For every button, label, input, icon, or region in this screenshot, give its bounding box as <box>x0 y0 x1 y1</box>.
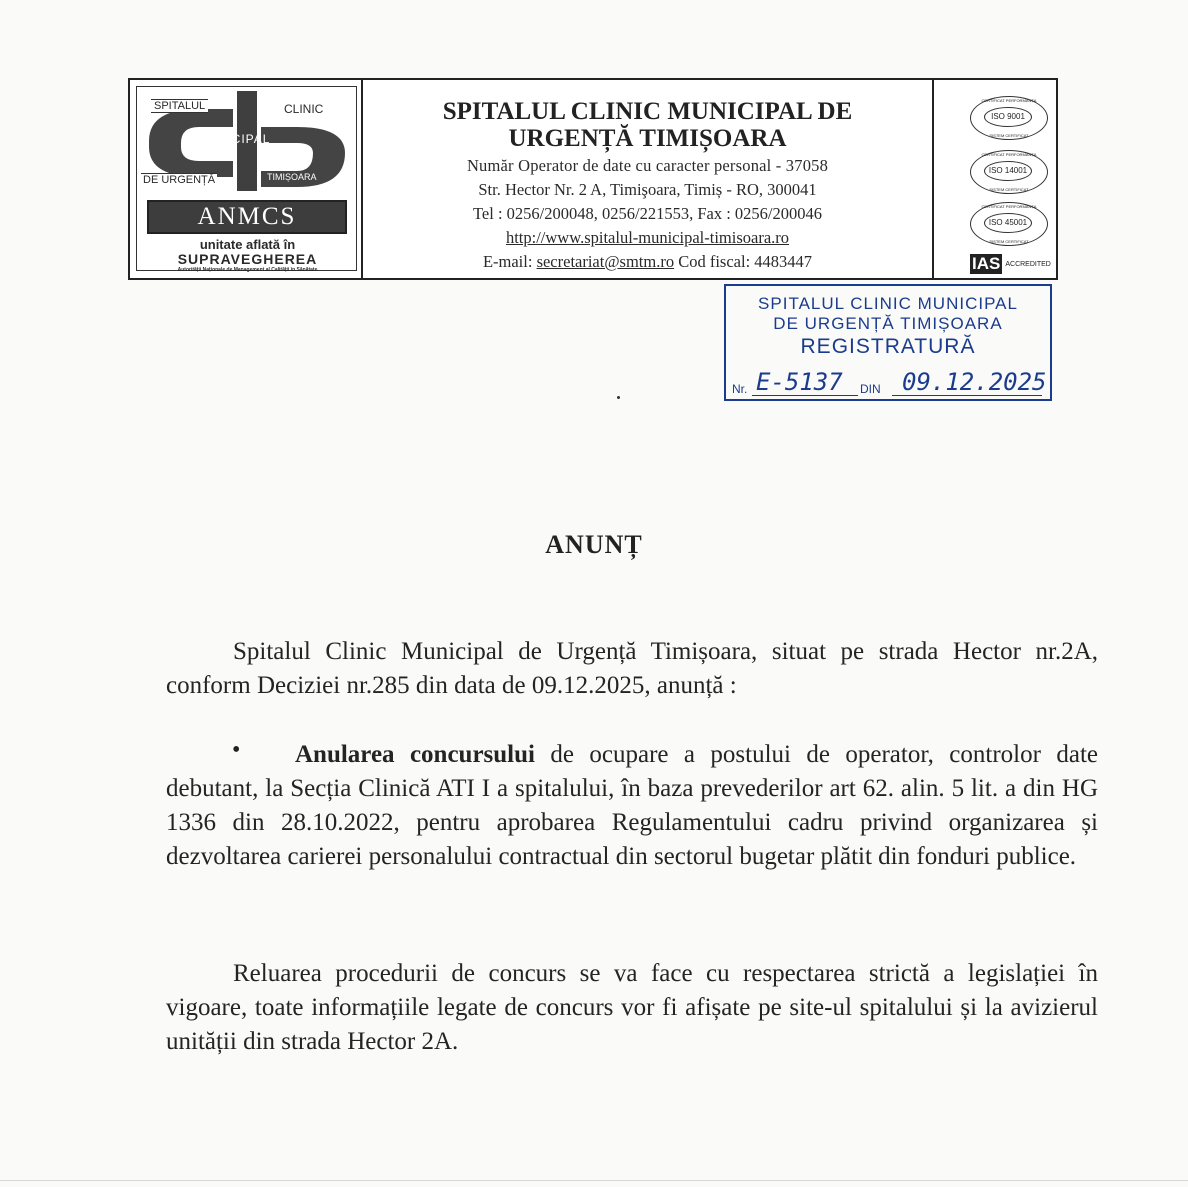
stamp-registration-row <box>732 368 1047 398</box>
stamp-line1: SPITALUL CLINIC MUNICIPAL <box>758 294 1018 313</box>
page-edge <box>0 1180 1188 1181</box>
stamp-line2: DE URGENȚĂ TIMIȘOARA <box>773 314 1003 333</box>
stamp-line3: REGISTRATURĂ <box>800 335 976 358</box>
logo-text-timisoara: TIMIȘOARA <box>267 172 317 182</box>
address: Str. Hector Nr. 2 A, Timişoara, Timiș - RO, 300041 <box>478 180 817 199</box>
cert-label: ISO 14001 <box>984 161 1032 181</box>
announcement-text: de ocupare a postului de operator, controlor date debutant, la Secția Clinică ATI I a spitalului, în baza prevederilor art 62. alin. 5 lit. a din HG 1336 din 28.10.2022, pentru aprobarea Regulamentului cadru privind organizarea și dezvoltarea carierei personalului contractual din sectorul bugetar plătit din fonduri publice. <box>166 741 1098 870</box>
logo-text-unitate: unitate aflată în <box>199 237 296 252</box>
iso-9001-badge <box>970 96 1048 140</box>
resumption-paragraph: Reluarea procedurii de concurs se va face cu respectarea strictă a legislației în vigoare, toate informațiile legate de concurs vor fi afișate pe site-ul spitalului și la avizierul unității din strada Hector 2A. <box>166 960 1098 1055</box>
ias-logo: IAS <box>972 254 1001 273</box>
stamp-din-label: DIN <box>860 382 881 396</box>
operator-number: Număr Operator de date cu caracter personal - 37058 <box>466 156 829 175</box>
cert-bottom-text: SISTEM CERTIFICAT <box>989 187 1029 192</box>
cert-label: ISO 45001 <box>984 213 1032 233</box>
announcement-paragraph <box>166 738 1098 874</box>
cert-top-text: CERTIFICAT PERFORMANȚA <box>981 204 1037 209</box>
email-link[interactable]: secretariat@smtm.ro <box>536 252 675 271</box>
iso-45001-badge <box>970 202 1048 246</box>
stamp-nr-label: Nr. <box>732 382 748 396</box>
logo-text-clinic: CLINIC <box>284 102 324 116</box>
website-link[interactable]: http://www.spitalul-municipal-timisoara.ro <box>505 228 790 247</box>
stamp-date-value: 09.12.2025 <box>902 368 1047 396</box>
email-label: E-mail: <box>482 252 537 271</box>
website-line <box>363 226 932 250</box>
letterhead <box>128 78 1058 280</box>
iso-14001-badge <box>970 150 1048 194</box>
ias-accredited-text: ACCREDITED <box>1005 260 1051 268</box>
cert-label: ISO 9001 <box>984 107 1032 127</box>
stamp-date-underline <box>892 395 1042 396</box>
stamp-nr-underline <box>752 395 858 396</box>
email-line <box>363 250 932 274</box>
logo-text-municipal: MUNICIPAL <box>197 132 271 146</box>
hospital-name-line1: SPITALUL CLINIC MUNICIPAL DE <box>442 98 853 125</box>
phone-fax: Tel : 0256/200048, 0256/221553, Fax : 0256/200046 <box>472 204 822 223</box>
anmcs-logo: ANMCS <box>147 200 347 234</box>
cert-top-text: CERTIFICAT PERFORMANȚA <box>981 152 1037 157</box>
announcement-bold-lead: Anularea concursului <box>295 741 535 768</box>
logo-text-autoritatii: Autorității Naționale de Management al Calității în Sănătate <box>177 267 318 273</box>
scan-speck <box>617 396 620 399</box>
cert-bottom-text: SISTEM CERTIFICAT <box>989 133 1029 138</box>
hospital-name-line2: URGENȚĂ TIMIȘOARA <box>508 125 787 152</box>
cert-bottom-text: SISTEM CERTIFICAT <box>989 239 1029 244</box>
logo-text-spitalul: SPITALUL <box>151 99 208 113</box>
registry-stamp <box>724 284 1052 401</box>
cert-top-text: CERTIFICAT PERFORMANȚA <box>981 98 1037 103</box>
logo-text-supravegherea: SUPRAVEGHEREA <box>177 251 318 267</box>
hospital-info <box>363 80 934 278</box>
bullet-icon: • <box>232 737 241 763</box>
hospital-logo <box>136 86 357 271</box>
logo-cell <box>130 80 363 278</box>
ias-accredited-badge <box>970 254 1051 274</box>
intro-paragraph: Spitalul Clinic Municipal de Urgență Timișoara, situat pe strada Hector nr.2A, conform Deciziei nr.285 din data de 09.12.2025, anunță : <box>166 638 1098 699</box>
document-title: ANUNȚ <box>545 530 643 559</box>
fiscal-code: Cod fiscal: 4483447 <box>674 252 813 271</box>
logo-text-de-urgenta: DE URGENȚĂ <box>143 174 216 186</box>
stamp-nr-value: E-5137 <box>756 368 843 396</box>
certifications <box>934 80 1056 278</box>
